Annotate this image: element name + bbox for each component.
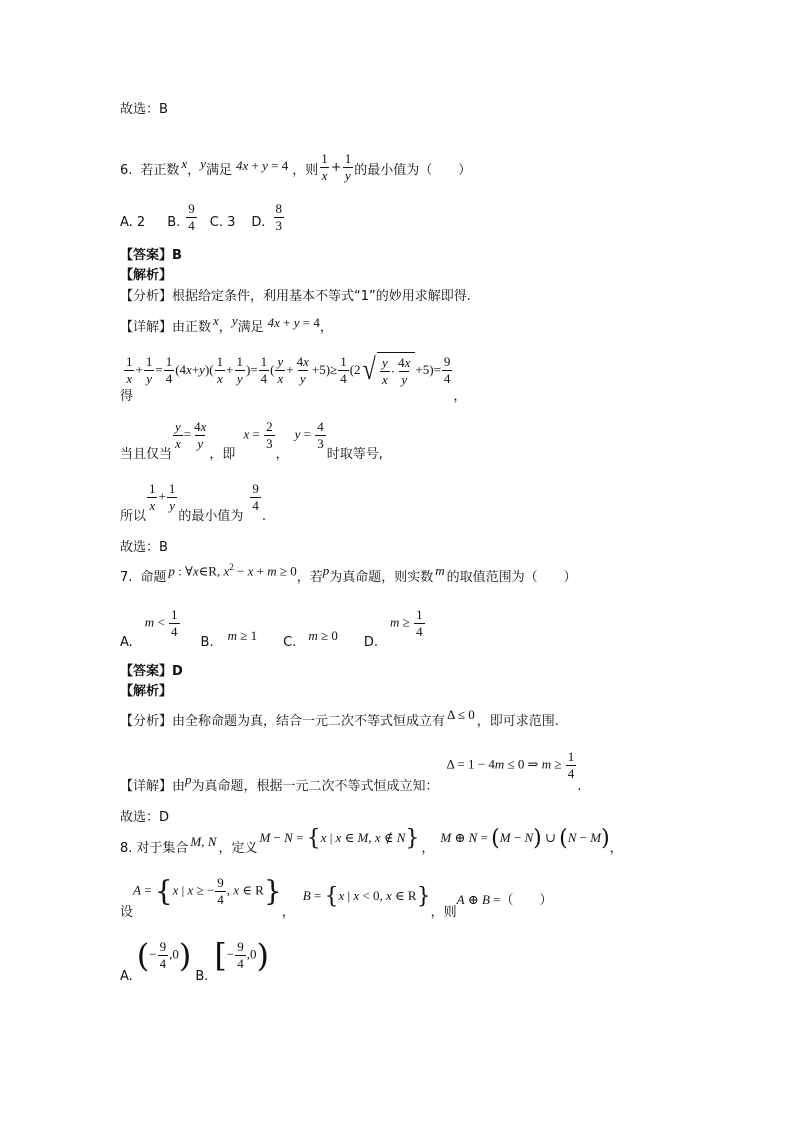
q6-option-c: C. 3 [209, 215, 236, 230]
q6-equality: 当且仅当 $\frac{y}{x}$ = $\frac{4x}{y}$ ，即 x = $\frac{2}{3}$ ， y = $\frac{4}{3}$ 时取等号, [120, 419, 383, 462]
q7-analysis-label: 【解析】 [120, 684, 173, 699]
q8-option-b: B. [195, 969, 209, 984]
q7-options: A. m < $\frac{1}{4}$ B. m ≥ 1 C. m ≥ 0 D. m ≥ $\frac{1}{4}$ [120, 607, 423, 650]
q7-answer: 【答案】D [120, 664, 183, 679]
q7-stem: 7. 命题 p : ∀x∈R, $x^2 - x + m \ge 0$ ，若 p 为真命题，则实数 m 的取值范围为（ ） [120, 561, 577, 585]
q7-xiangjie: 【详解】由 p 为真命题，根据一元二次不等式恒成立知： Δ = 1 − 4m ≤ 0 ⇒ m ≥ $\frac{1}{4}$ . [120, 749, 582, 794]
q6-end: 故选：B [120, 540, 168, 555]
q6-option-d: D. [251, 215, 266, 230]
q7-option-a: A. [120, 635, 133, 650]
q6-option-b: B. [167, 215, 181, 230]
q6-number: 6. [120, 163, 133, 178]
q8-option-a: A. [120, 969, 133, 984]
q8-number: 8. [120, 841, 133, 856]
q5-conclusion: 故选：B [120, 102, 168, 117]
q6-xiangjie: 【详解】由正数 x ， y 满足 4x + y = 4 ， [120, 313, 333, 335]
q6-stem: 6. 若正数 x ， y 满足 4x + y = 4 ，则 $\frac{1}{x}$ + $\frac{1}{y}$ 的最小值为（ ） [120, 151, 472, 183]
q8-options: A. (− $\frac{9}{4}$ ,0) B. [− $\frac{9}{4}$ ,0) [120, 936, 269, 984]
q7-option-d: D. [363, 635, 379, 650]
q8-sets: 设 A = {x | x ≥ − $\frac{9}{4}$ , x ∈ R} ， B = {x | x < 0, x ∈ R} ，则 A ⊕ B = （ ） [120, 874, 553, 920]
q7-option-c: C. [283, 635, 297, 650]
q6-derivation-formula: $\frac{1}{x}$ + $\frac{1}{y}$ = $\frac{1}{4}$ (4 x + y )( $\frac{1}{x}$ + $\frac{1}{y}$ )= $\frac{1}{4}$ ( $\frac{y}{x}$ + $\frac{4x}{y}$ +5)≥ $\frac{1}{4}$ (2 √ $\frac{y}{x}$ · $\frac{4x}{y}$ +5)= $\frac{9}{4}$ [126, 353, 451, 387]
q7-option-b: B. [200, 635, 214, 650]
q6-answer: 【答案】B [120, 248, 182, 263]
q7-fenxi: 【分析】由全称命题为真，结合一元二次不等式恒成立有 Δ ≤ 0 ，即可求范围. [120, 707, 559, 729]
q7-end: 故选：D [120, 810, 170, 825]
q6-analysis-label: 【解析】 [120, 268, 173, 283]
q6-fenxi: 【分析】根据给定条件，利用基本不等式“1”的妙用求解即得. [120, 289, 471, 304]
q7-number: 7. [120, 570, 133, 585]
q8-stem: 8. 对于集合 M, N ，定义 M − N = {x | x ∈ M, x ∉ N} ， M ⊕ N = (M − N) ∪ (N − M) ， [120, 826, 623, 856]
q6-conclusion-line: 所以 $\frac{1}{x}$ + $\frac{1}{y}$ 的最小值为 $\frac{9}{4}$ . [120, 481, 267, 524]
q6-option-a: A. 2 [120, 215, 146, 230]
q6-derivation: 得 $\frac{1}{x}$ + $\frac{1}{y}$ = $\frac{1}{4}$ (4 x + y )( $\frac{1}{x}$ + $\frac{1}{y}$ )= $\frac{1}{4}$ ( $\frac{y}{x}$ + $\frac{4x}{y}$ +5)≥ $\frac{1}{4}$ (2 √ $\frac{y}{x}$ · $\frac{4x}{y}$ +5)= $\frac{9}{4}$ ， [120, 353, 467, 404]
q6-options: A. 2 B. $\frac{9}{4}$ C. 3 D. $\frac{8}{3}$ [120, 201, 283, 233]
